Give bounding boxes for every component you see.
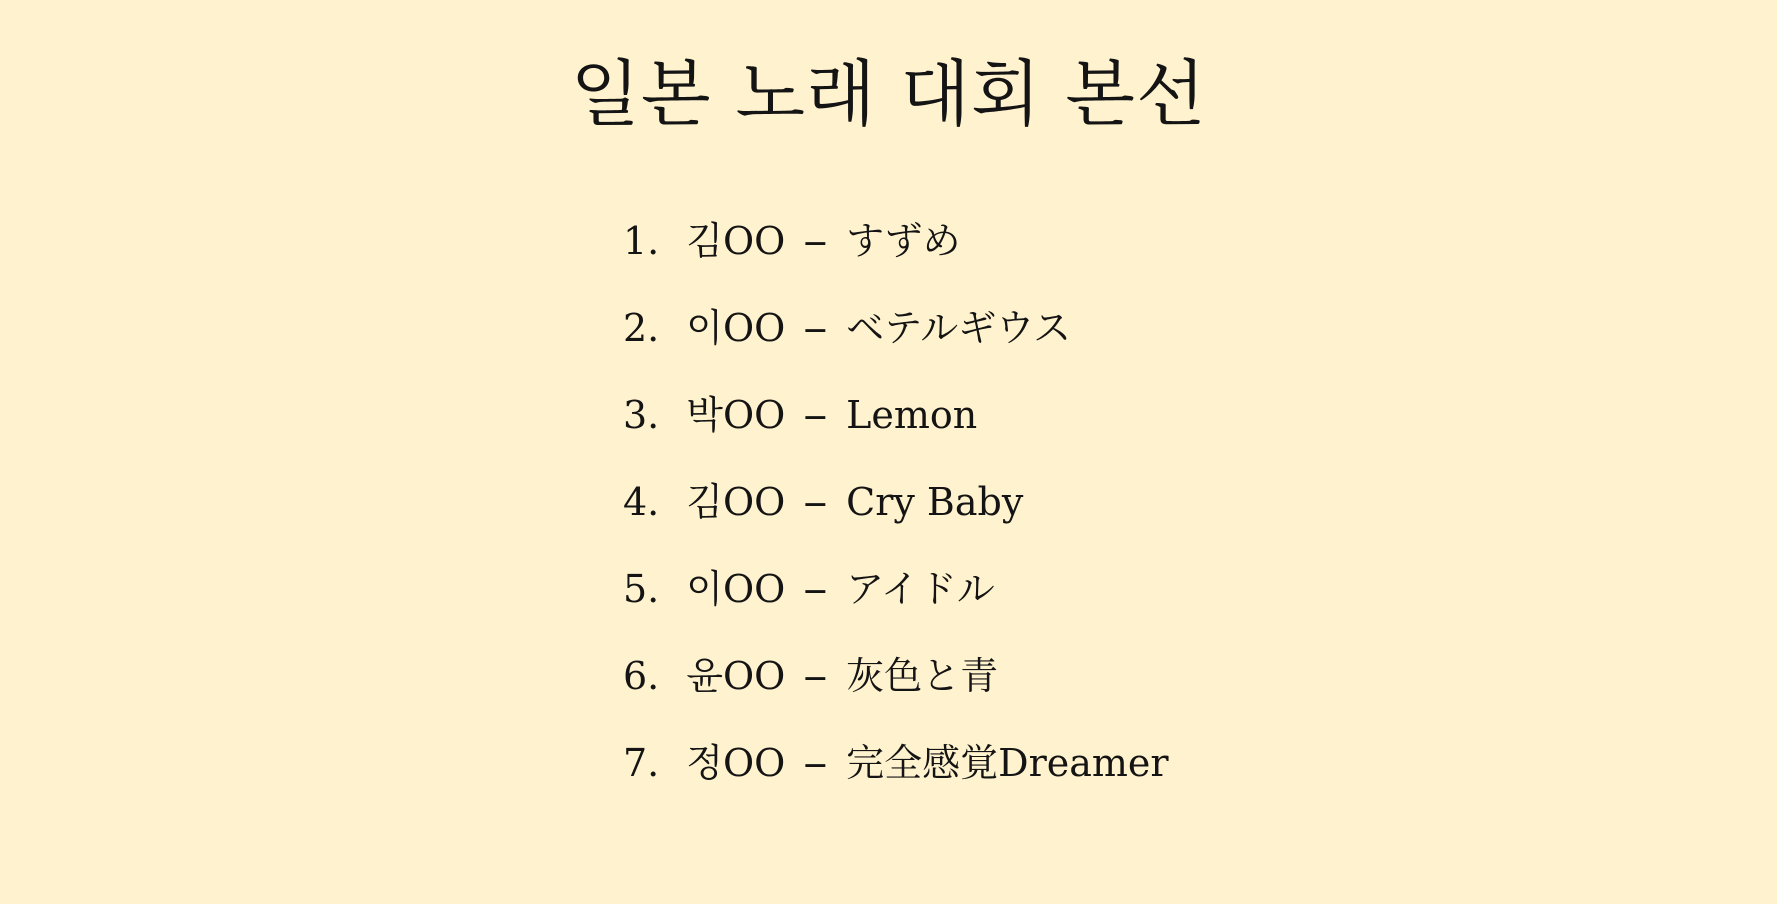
entry-song: ベテルギウス xyxy=(846,306,1072,350)
entry-separator: - xyxy=(802,480,830,524)
list-item xyxy=(623,720,1169,807)
entry-song: アイドル xyxy=(846,567,995,611)
entry-song: Cry Baby xyxy=(846,480,1024,524)
entry-separator: - xyxy=(802,306,830,350)
entry-separator: - xyxy=(802,393,830,437)
entry-number: 2. xyxy=(623,306,660,350)
entry-separator: - xyxy=(802,567,830,611)
entry-song: すずめ xyxy=(846,219,961,263)
entry-number: 1. xyxy=(623,219,660,263)
entry-name: 이OO xyxy=(686,567,786,611)
list-item xyxy=(623,546,1169,633)
entry-song: 完全感覚Dreamer xyxy=(846,741,1169,785)
list-item xyxy=(623,198,1169,285)
entry-name: 정OO xyxy=(686,741,786,785)
contest-entry-list xyxy=(623,198,1169,807)
entry-name: 박OO xyxy=(686,393,786,437)
entry-separator: - xyxy=(802,654,830,698)
entry-number: 7. xyxy=(623,741,660,785)
entry-name: 김OO xyxy=(686,219,786,263)
entry-number: 6. xyxy=(623,654,660,698)
entry-number: 4. xyxy=(623,480,660,524)
list-item xyxy=(623,285,1169,372)
entry-number: 5. xyxy=(623,567,660,611)
entry-name: 김OO xyxy=(686,480,786,524)
entry-number: 3. xyxy=(623,393,660,437)
entry-name: 이OO xyxy=(686,306,786,350)
list-item xyxy=(623,372,1169,459)
entry-song: Lemon xyxy=(846,393,978,437)
page-title: 일본 노래 대회 본선 xyxy=(570,52,1207,136)
entry-separator: - xyxy=(802,741,830,785)
list-item xyxy=(623,633,1169,720)
entry-name: 윤OO xyxy=(686,654,786,698)
entry-separator: - xyxy=(802,219,830,263)
entry-song: 灰色と青 xyxy=(846,654,999,698)
list-item xyxy=(623,459,1169,546)
